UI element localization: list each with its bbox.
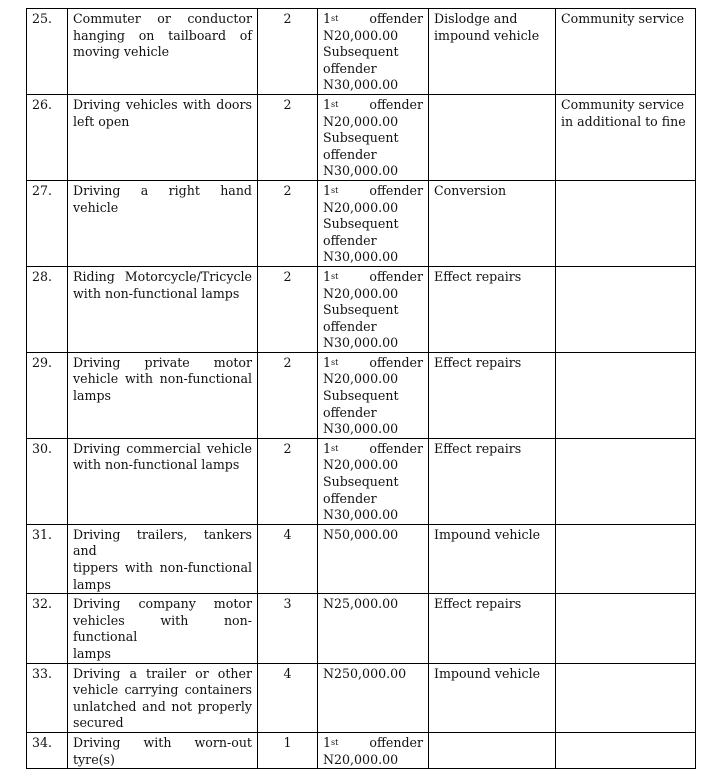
first-ordinal xyxy=(323,11,338,28)
fine-amount xyxy=(318,9,429,95)
first-ordinal-number: 1 xyxy=(323,734,332,750)
penalty-points: 2 xyxy=(258,438,318,524)
subsequent-label: Subsequent xyxy=(323,302,399,318)
first-ordinal xyxy=(323,183,338,200)
table-row xyxy=(27,524,696,593)
table-row xyxy=(27,732,696,768)
first-ordinal-number: 1 xyxy=(323,268,332,284)
enforcement-action xyxy=(429,663,556,732)
subsequent-word: offender xyxy=(323,232,377,248)
subsequent-amount: N30,000.00 xyxy=(323,507,399,523)
first-ordinal-suffix: st xyxy=(331,443,339,453)
first-offender-amount: N20,000.00 xyxy=(323,199,399,215)
first-ordinal xyxy=(323,441,338,458)
subsequent-label: Subsequent xyxy=(323,474,399,490)
remarks xyxy=(556,180,696,266)
penalty-points: 2 xyxy=(258,9,318,95)
table-row xyxy=(27,180,696,266)
offence-description-line: Riding Motorcycle/Tricycle xyxy=(73,268,252,284)
first-ordinal-number: 1 xyxy=(323,354,332,370)
remarks xyxy=(556,732,696,768)
first-offender-line xyxy=(323,355,423,372)
offence-description-line: Driving private motor xyxy=(73,354,252,370)
table-row xyxy=(27,663,696,732)
remarks xyxy=(556,9,696,95)
first-offender-line xyxy=(323,735,423,752)
first-offender-line xyxy=(323,11,423,28)
subsequent-amount: N30,000.00 xyxy=(323,335,399,351)
offence-description xyxy=(68,266,258,352)
first-ordinal-suffix: st xyxy=(331,14,339,23)
offence-description-line: Driving company motor xyxy=(73,596,252,612)
subsequent-amount: N30,000.00 xyxy=(323,163,399,179)
offence-description-line: lamps xyxy=(73,576,112,592)
first-offender-word: offender xyxy=(369,354,423,370)
offence-description-line: secured xyxy=(73,715,124,731)
fine-amount xyxy=(318,352,429,438)
subsequent-word: offender xyxy=(323,60,377,76)
penalty-points: 2 xyxy=(258,352,318,438)
offence-description-line: Driving with worn-out xyxy=(73,734,252,750)
offence-description-line: unlatched and not properly xyxy=(73,698,252,714)
remarks-line: Community service xyxy=(561,11,685,26)
offence-description xyxy=(68,524,258,593)
first-offender-line xyxy=(323,183,423,200)
offence-description-line: Commuter or conductor xyxy=(73,11,252,26)
offence-description xyxy=(68,94,258,180)
subsequent-word: offender xyxy=(323,490,377,506)
first-offender-word: offender xyxy=(369,268,423,284)
subsequent-amount: N30,000.00 xyxy=(323,77,399,93)
remarks xyxy=(556,594,696,663)
first-ordinal-number: 1 xyxy=(323,440,332,456)
remarks-line: Community service xyxy=(561,96,685,112)
offence-number: 27. xyxy=(27,180,68,266)
enforcement-action-line: Effect repairs xyxy=(434,440,522,456)
table-row xyxy=(27,94,696,180)
first-ordinal-number: 1 xyxy=(323,11,332,26)
first-offender-amount: N20,000.00 xyxy=(323,457,399,473)
first-offender-amount: N20,000.00 xyxy=(323,285,399,301)
subsequent-label: Subsequent xyxy=(323,44,399,60)
first-offender-word: offender xyxy=(369,11,423,26)
offence-number: 33. xyxy=(27,663,68,732)
enforcement-action xyxy=(429,594,556,663)
offence-description-line: Driving trailers, tankers and xyxy=(73,526,252,559)
enforcement-action-line: Effect repairs xyxy=(434,268,522,284)
offence-number: 32. xyxy=(27,594,68,663)
remarks xyxy=(556,524,696,593)
offence-number: 28. xyxy=(27,266,68,352)
first-offender-line xyxy=(323,441,423,458)
enforcement-action-line: Impound vehicle xyxy=(434,526,541,542)
subsequent-word: offender xyxy=(323,404,377,420)
table-row xyxy=(27,9,696,95)
offence-description-line: moving vehicle xyxy=(73,44,170,60)
first-offender-word: offender xyxy=(369,182,423,198)
enforcement-action-line: Effect repairs xyxy=(434,596,522,612)
offence-description-line: Driving a trailer or other xyxy=(73,665,252,681)
subsequent-label: Subsequent xyxy=(323,130,399,146)
fine-amount xyxy=(318,266,429,352)
offence-description-line: left open xyxy=(73,113,130,129)
first-offender-amount: N20,000.00 xyxy=(323,27,399,43)
remarks xyxy=(556,438,696,524)
fine-amount: N25,000.00 xyxy=(318,594,429,663)
fine-amount xyxy=(318,438,429,524)
enforcement-action xyxy=(429,438,556,524)
offence-description-line: hanging on tailboard of xyxy=(73,27,252,43)
offence-description xyxy=(68,732,258,768)
first-ordinal xyxy=(323,355,338,372)
first-ordinal xyxy=(323,735,338,752)
offence-description-line: Driving a right hand vehicle xyxy=(73,182,252,215)
offences-table xyxy=(26,8,696,769)
offence-description-line: tippers with non-functional xyxy=(73,560,252,575)
offence-description-line: lamps xyxy=(73,388,112,404)
fine-amount: N250,000.00 xyxy=(318,663,429,732)
remarks xyxy=(556,663,696,732)
first-offender-amount: N20,000.00 xyxy=(323,113,399,129)
offence-number: 31. xyxy=(27,524,68,593)
first-ordinal-suffix: st xyxy=(331,357,339,367)
offence-description xyxy=(68,9,258,95)
offence-number: 25. xyxy=(27,9,68,95)
penalty-points: 3 xyxy=(258,594,318,663)
enforcement-action xyxy=(429,94,556,180)
subsequent-word: offender xyxy=(323,318,377,334)
first-offender-word: offender xyxy=(369,734,423,750)
offence-description xyxy=(68,352,258,438)
offence-description-line: vehicles with non-functional xyxy=(73,612,252,645)
enforcement-action xyxy=(429,732,556,768)
enforcement-action xyxy=(429,524,556,593)
penalty-points: 2 xyxy=(258,266,318,352)
fine-amount xyxy=(318,94,429,180)
offence-description xyxy=(68,594,258,663)
table-row xyxy=(27,594,696,663)
offence-number: 26. xyxy=(27,94,68,180)
enforcement-action xyxy=(429,9,556,95)
offence-description xyxy=(68,663,258,732)
penalty-points: 2 xyxy=(258,180,318,266)
remarks xyxy=(556,352,696,438)
offence-description xyxy=(68,438,258,524)
table-row xyxy=(27,438,696,524)
penalty-points: 4 xyxy=(258,524,318,593)
offence-number: 34. xyxy=(27,732,68,768)
first-ordinal xyxy=(323,269,338,286)
offence-description-line: vehicle carrying containers xyxy=(73,682,252,698)
first-offender-line xyxy=(323,269,423,286)
first-ordinal-suffix: st xyxy=(331,185,339,195)
enforcement-action-line: Effect repairs xyxy=(434,354,522,370)
offence-description-line: with non-functional lamps xyxy=(73,285,240,301)
fine-amount xyxy=(318,732,429,768)
enforcement-action-line: impound vehicle xyxy=(434,27,540,43)
first-ordinal-number: 1 xyxy=(323,182,332,198)
offences-table-body xyxy=(27,9,696,769)
first-offender-word: offender xyxy=(369,440,423,456)
first-offender-amount: N20,000.00 xyxy=(323,751,399,767)
table-row xyxy=(27,266,696,352)
first-offender-word: offender xyxy=(369,96,423,112)
offence-description-line: Driving vehicles with doors xyxy=(73,96,252,112)
offence-description xyxy=(68,180,258,266)
fine-amount: N50,000.00 xyxy=(318,524,429,593)
remarks xyxy=(556,266,696,352)
enforcement-action-line: Impound vehicle xyxy=(434,665,541,681)
subsequent-amount: N30,000.00 xyxy=(323,421,399,437)
first-offender-line xyxy=(323,97,423,114)
penalty-points: 2 xyxy=(258,94,318,180)
fine-amount xyxy=(318,180,429,266)
offence-description-line: lamps xyxy=(73,645,112,661)
first-ordinal-suffix: st xyxy=(331,99,339,109)
enforcement-action-line: Conversion xyxy=(434,182,507,198)
first-ordinal-number: 1 xyxy=(323,96,332,112)
first-offender-amount: N20,000.00 xyxy=(323,371,399,387)
subsequent-label: Subsequent xyxy=(323,388,399,404)
first-ordinal-suffix: st xyxy=(331,737,339,747)
enforcement-action xyxy=(429,352,556,438)
offence-description-line: vehicle with non-functional xyxy=(73,371,252,387)
offence-description-line: Driving commercial vehicle xyxy=(73,440,252,456)
offence-number: 30. xyxy=(27,438,68,524)
first-ordinal-suffix: st xyxy=(331,271,339,281)
penalty-points: 1 xyxy=(258,732,318,768)
enforcement-action xyxy=(429,266,556,352)
offence-number: 29. xyxy=(27,352,68,438)
first-ordinal xyxy=(323,97,338,114)
subsequent-label: Subsequent xyxy=(323,216,399,232)
penalty-points: 4 xyxy=(258,663,318,732)
offence-description-line: tyre(s) xyxy=(73,751,115,767)
offence-description-line: with non-functional lamps xyxy=(73,457,240,473)
enforcement-action-line: Dislodge and xyxy=(434,11,518,26)
remarks-line: in additional to fine xyxy=(561,113,686,129)
subsequent-amount: N30,000.00 xyxy=(323,249,399,265)
enforcement-action xyxy=(429,180,556,266)
subsequent-word: offender xyxy=(323,146,377,162)
remarks xyxy=(556,94,696,180)
table-row xyxy=(27,352,696,438)
